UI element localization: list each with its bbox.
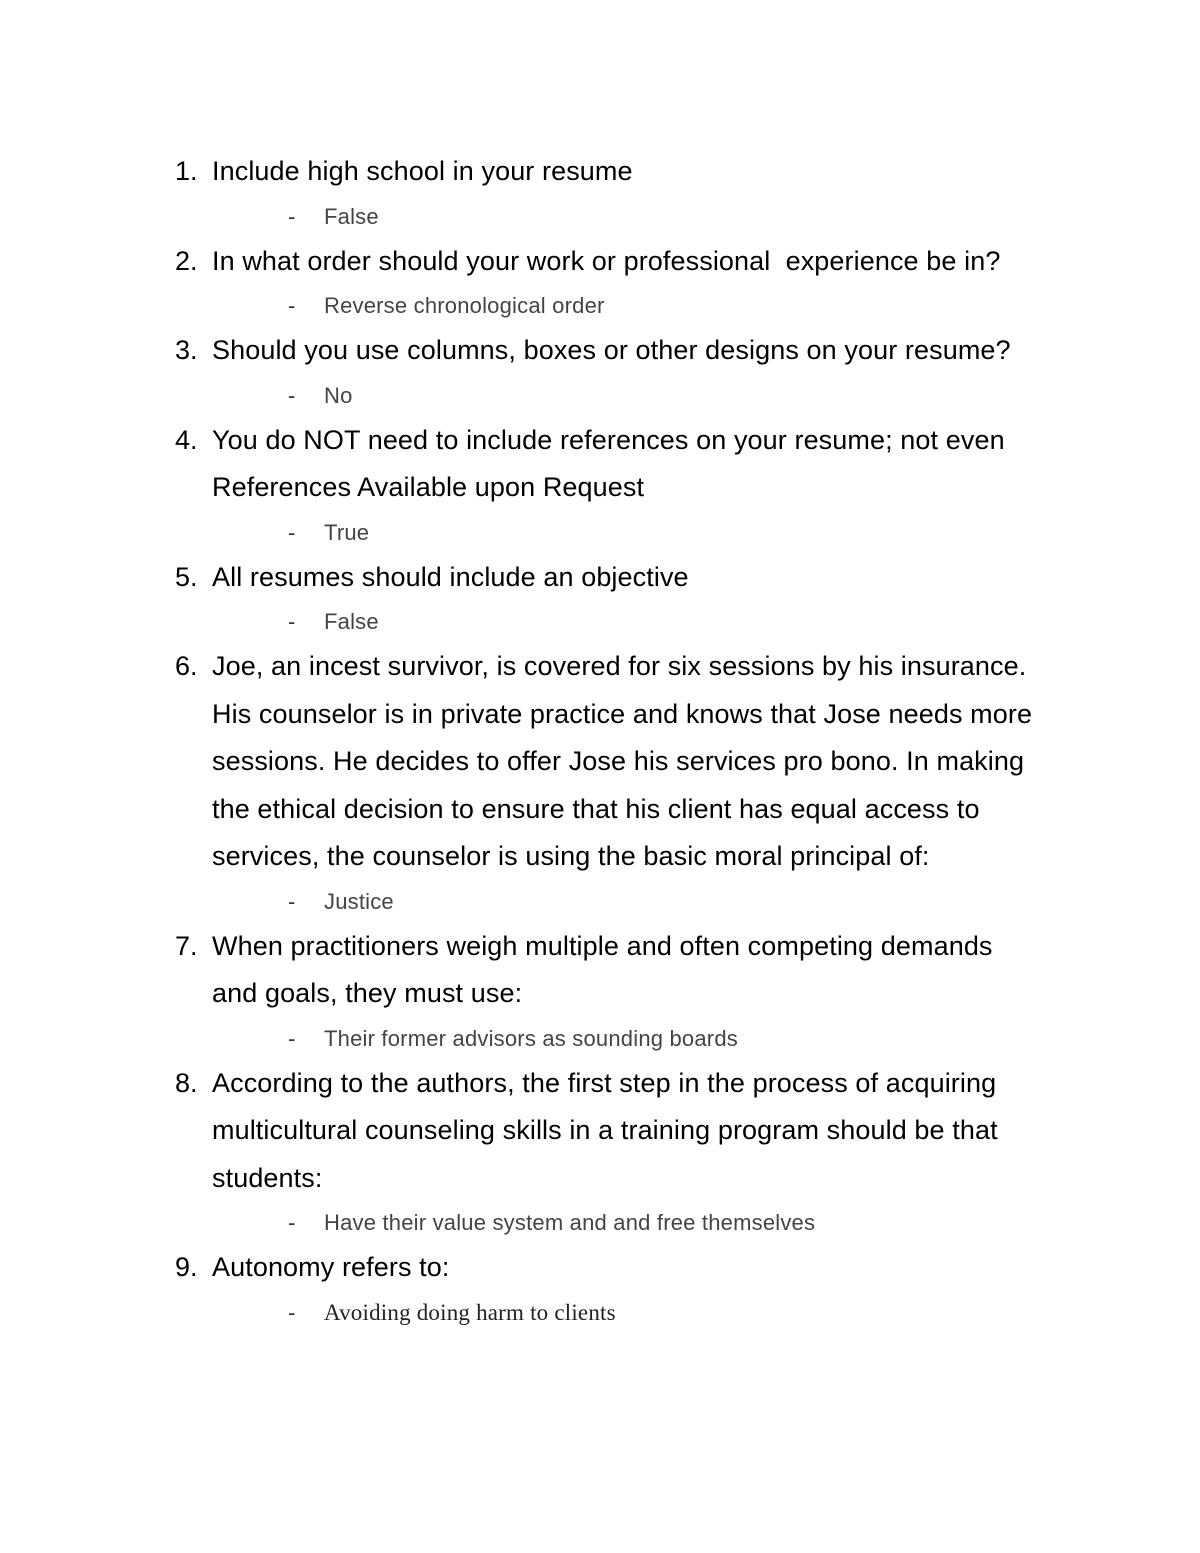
answer-dash: -	[288, 382, 296, 408]
answer-item	[212, 1202, 1070, 1244]
answer-dash: -	[288, 1210, 296, 1235]
answer-dash: -	[288, 888, 296, 914]
answer-item	[212, 1292, 1070, 1334]
question-text: Should you use columns, boxes or other designs on your resume?	[212, 335, 1011, 365]
answer-text: True	[324, 519, 370, 545]
question-text: Include high school in your resume	[212, 156, 633, 186]
question-text: When practitioners weigh multiple and often competing demands and goals, they must use:	[212, 930, 993, 1008]
answer-item	[212, 1018, 1070, 1060]
question-number: 6.	[175, 651, 198, 681]
question-text: In what order should your work or professional experience be in?	[212, 245, 1001, 276]
question-text: You do NOT need to include references on your resume; not even References Available upon Request	[212, 424, 1005, 502]
answer-text: Their former advisors as sounding boards	[324, 1025, 738, 1051]
question-text: Joe, an incest survivor, is covered for six sessions by his insurance. His counselor is in private practice and knows that Jose needs more sessions. He decides to offer Jose his services pro bono. In making the ethical decision to ensure that his client has equal access to services, the counselor is using the basic moral principal of:	[212, 651, 1033, 871]
question-number: 5.	[175, 561, 198, 592]
question-item	[170, 327, 1070, 417]
question-number: 8.	[175, 1067, 198, 1098]
answer-item	[212, 375, 1070, 417]
question-number: 2.	[175, 245, 198, 276]
answer-dash: -	[288, 609, 296, 634]
question-item	[170, 1060, 1070, 1245]
question-number: 4.	[175, 424, 198, 455]
question-item	[170, 923, 1070, 1060]
answer-dash: -	[288, 1299, 296, 1325]
answer-dash: -	[288, 1025, 296, 1051]
answer-dash: -	[288, 293, 296, 318]
answer-text: No	[324, 382, 353, 408]
question-text: All resumes should include an objective	[212, 561, 689, 592]
question-item	[170, 1244, 1070, 1334]
question-text: Autonomy refers to:	[212, 1252, 450, 1282]
answer-item	[212, 512, 1070, 554]
question-item	[170, 417, 1070, 554]
question-item	[170, 148, 1070, 238]
question-number: 3.	[175, 335, 198, 365]
answer-dash: -	[288, 203, 296, 229]
answer-text: Have their value system and and free themselves	[324, 1210, 816, 1235]
answer-text: Reverse chronological order	[324, 293, 605, 318]
question-number: 9.	[175, 1252, 198, 1282]
question-number: 7.	[175, 930, 198, 961]
question-item	[170, 643, 1070, 923]
answer-item	[212, 285, 1070, 327]
question-item	[170, 238, 1070, 328]
answer-dash: -	[288, 519, 296, 545]
answer-text: Justice	[324, 888, 394, 914]
answer-item	[212, 881, 1070, 923]
question-number: 1.	[175, 156, 198, 186]
answer-text: False	[324, 203, 379, 229]
answer-item	[212, 601, 1070, 643]
answer-text: Avoiding doing harm to clients	[324, 1299, 616, 1325]
question-item	[170, 554, 1070, 644]
answer-item	[212, 196, 1070, 238]
question-text: According to the authors, the first step in the process of acquiring multicultural counseling skills in a training program should be that students:	[212, 1067, 998, 1193]
answer-text: False	[324, 609, 379, 634]
question-list	[170, 148, 1070, 1334]
